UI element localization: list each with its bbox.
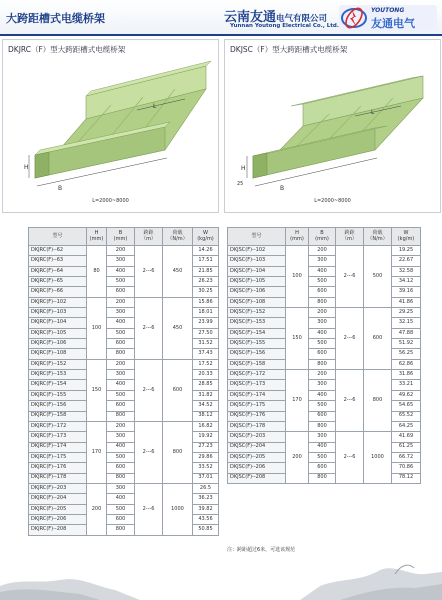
weight-cell: 62.86 [392,359,421,369]
width-cell: 400 [107,266,135,276]
weight-cell: 78.12 [392,473,421,483]
model-cell: DKJRC(F)--66 [29,287,87,297]
width-cell: 400 [107,442,135,452]
dimension-label-25: 25 [237,181,244,187]
height-cell: 200 [286,432,309,484]
weight-cell: 34.52 [193,401,219,411]
width-cell: 200 [309,308,336,318]
weight-cell: 30.25 [193,287,219,297]
weight-cell: 20.33 [193,370,219,380]
model-cell: DKJRC(F)--208 [29,525,87,535]
model-cell: DKJSC(F)--158 [228,359,286,369]
logo-text-en: YOUTONG [371,7,405,14]
width-cell: 800 [309,297,336,307]
model-cell: DKJSC(F)--208 [228,473,286,483]
table-row [228,297,421,307]
width-cell: 600 [107,463,135,473]
span-cell: 2---6 [135,297,163,359]
width-cell: 300 [107,370,135,380]
model-cell: DKJRC(F)--152 [29,359,87,369]
panel-title: DKJRC（F）型大跨距槽式电缆桥架 [8,45,126,54]
weight-cell: 23.99 [193,318,219,328]
table-row [29,421,219,431]
panel-title: DKJSC（F）型大跨距槽式电缆桥架 [230,45,348,54]
width-cell: 200 [309,370,336,380]
table-row [228,287,421,297]
width-cell: 300 [107,256,135,266]
weight-cell: 49.62 [392,390,421,400]
model-cell: DKJRC(F)--65 [29,277,87,287]
table-row [228,339,421,349]
model-cell: DKJSC(F)--174 [228,390,286,400]
model-cell: DKJSC(F)--155 [228,339,286,349]
height-cell: 150 [87,359,107,421]
weight-cell: 21.85 [193,266,219,276]
model-cell: DKJRC(F)--64 [29,266,87,276]
width-cell: 500 [107,452,135,462]
width-cell: 600 [309,463,336,473]
dimension-label-b: B [58,185,63,192]
width-cell: 600 [309,287,336,297]
width-cell: 300 [107,483,135,493]
weight-cell: 65.52 [392,411,421,421]
model-cell: DKJSC(F)--103 [228,256,286,266]
weight-cell: 70.86 [392,463,421,473]
model-cell: DKJRC(F)--175 [29,452,87,462]
height-cell: 100 [87,297,107,359]
width-cell: 800 [107,349,135,359]
width-cell: 500 [309,401,336,411]
table-header-row [29,228,219,246]
model-cell: DKJRC(F)--106 [29,339,87,349]
load-cell: 600 [163,359,193,421]
col-header-load: 荷载 （N/m） [163,228,193,246]
load-cell: 800 [163,421,193,483]
width-cell: 800 [107,473,135,483]
load-cell: 450 [163,297,193,359]
col-header-span: 跨距 （m） [336,228,364,246]
load-cell: 1000 [163,483,193,535]
load-cell: 800 [364,370,392,432]
width-cell: 300 [107,432,135,442]
company-name-suffix: 电气有限公司 [276,14,328,24]
width-cell: 200 [107,359,135,369]
col-header-b: B (mm) [309,228,336,246]
page-header [0,0,442,34]
table-row [228,390,421,400]
table-row [228,452,421,462]
table-row [228,421,421,431]
table-row [29,483,219,493]
load-cell: 600 [364,308,392,370]
weight-cell: 29.86 [193,452,219,462]
model-cell: DKJRC(F)--174 [29,442,87,452]
table-row [228,328,421,338]
weight-cell: 28.85 [193,380,219,390]
model-cell: DKJRC(F)--104 [29,318,87,328]
company-name-en: Yunnan Youtong Electrical Co., Ltd. [230,23,339,29]
width-cell: 300 [107,308,135,318]
model-cell: DKJRC(F)--63 [29,256,87,266]
model-cell: DKJRC(F)--178 [29,473,87,483]
width-cell: 400 [309,266,336,276]
col-header-span: 跨距 （m） [135,228,163,246]
model-cell: DKJRC(F)--156 [29,401,87,411]
height-cell: 80 [87,246,107,298]
weight-cell: 37.01 [193,473,219,483]
col-header-load: 荷载 （N/m） [364,228,392,246]
weight-cell: 33.21 [392,380,421,390]
dimension-label-l: L [153,103,157,110]
logo-emblem-icon [339,5,369,31]
model-cell: DKJRC(F)--158 [29,411,87,421]
model-cell: DKJRC(F)--103 [29,308,87,318]
model-cell: DKJSC(F)--204 [228,442,286,452]
span-cell: 2---6 [135,359,163,421]
table-row [228,473,421,483]
width-cell: 300 [309,380,336,390]
width-cell: 600 [107,287,135,297]
width-cell: 800 [309,359,336,369]
length-note: L=2000~8000 [314,198,351,204]
table-row [228,349,421,359]
table-row [228,256,421,266]
dimension-label-h: H [24,164,29,171]
weight-cell: 61.25 [392,442,421,452]
width-cell: 400 [309,328,336,338]
model-cell: DKJSC(F)--205 [228,452,286,462]
span-cell: 2---6 [336,370,364,432]
model-cell: DKJSC(F)--203 [228,432,286,442]
width-cell: 500 [309,452,336,462]
weight-cell: 41.69 [392,432,421,442]
width-cell: 300 [309,256,336,266]
width-cell: 800 [107,525,135,535]
weight-cell: 34.12 [392,277,421,287]
weight-cell: 19.25 [392,246,421,256]
table-row [228,370,421,380]
weight-cell: 39.16 [392,287,421,297]
weight-cell: 17.52 [193,359,219,369]
model-cell: DKJRC(F)--108 [29,349,87,359]
model-cell: DKJRC(F)--206 [29,514,87,524]
col-header-h: H (mm) [286,228,309,246]
model-cell: DKJRC(F)--154 [29,380,87,390]
weight-cell: 32.58 [392,266,421,276]
weight-cell: 43.56 [193,514,219,524]
weight-cell: 29.25 [392,308,421,318]
width-cell: 500 [309,277,336,287]
model-cell: DKJSC(F)--102 [228,246,286,256]
span-cell: 2---6 [135,483,163,535]
weight-cell: 36.23 [193,494,219,504]
ink-landscape-decoration [0,556,442,600]
width-cell: 400 [107,494,135,504]
width-cell: 300 [309,432,336,442]
model-cell: DKJSC(F)--154 [228,328,286,338]
dimension-label-l: L [371,109,375,116]
span-cell: 2---6 [336,308,364,370]
table-row [29,359,219,369]
table-row [228,318,421,328]
weight-cell: 38.12 [193,411,219,421]
tray-illustration [3,54,218,196]
table-row [228,432,421,442]
header-divider [0,34,442,36]
table-row [228,266,421,276]
model-cell: DKJSC(F)--172 [228,370,286,380]
weight-cell: 16.82 [193,421,219,431]
model-cell: DKJSC(F)--105 [228,277,286,287]
height-cell: 170 [286,370,309,432]
height-cell: 200 [87,483,107,535]
col-header-model: 型号 [29,228,87,246]
load-cell: 450 [163,246,193,298]
table-row [29,297,219,307]
height-cell: 100 [286,246,309,308]
weight-cell: 50.85 [193,525,219,535]
model-cell: DKJRC(F)--204 [29,494,87,504]
table-row [228,277,421,287]
table-row [228,411,421,421]
width-cell: 400 [309,390,336,400]
model-cell: DKJRC(F)--62 [29,246,87,256]
footnote: 注：跨距超过6米，可选该规范 [227,547,296,553]
width-cell: 600 [107,339,135,349]
span-cell: 2---6 [135,421,163,483]
model-cell: DKJSC(F)--104 [228,266,286,276]
table-row [228,380,421,390]
width-cell: 800 [309,421,336,431]
span-cell: 2---6 [135,246,163,298]
col-header-weight: W (kg/m) [392,228,421,246]
width-cell: 400 [309,442,336,452]
model-cell: DKJSC(F)--106 [228,287,286,297]
weight-cell: 31.82 [193,390,219,400]
dimension-label-b: B [280,185,285,192]
drawing-panel-dkjsc [224,39,441,213]
model-cell: DKJRC(F)--105 [29,328,87,338]
width-cell: 200 [107,297,135,307]
weight-cell: 64.25 [392,421,421,431]
weight-cell: 32.15 [392,318,421,328]
model-cell: DKJRC(F)--102 [29,297,87,307]
width-cell: 400 [107,318,135,328]
page-title: 大跨距槽式电缆桥架 [6,12,105,25]
width-cell: 600 [107,514,135,524]
weight-cell: 66.72 [392,452,421,462]
weight-cell: 15.86 [193,297,219,307]
weight-cell: 47.88 [392,328,421,338]
col-header-model: 型号 [228,228,286,246]
width-cell: 800 [107,411,135,421]
model-cell: DKJSC(F)--173 [228,380,286,390]
model-cell: DKJRC(F)--173 [29,432,87,442]
load-cell: 500 [364,246,392,308]
table-row [228,308,421,318]
model-cell: DKJSC(F)--152 [228,308,286,318]
weight-cell: 14.26 [193,246,219,256]
model-cell: DKJRC(F)--203 [29,483,87,493]
load-cell: 1000 [364,432,392,484]
table-row [228,359,421,369]
weight-cell: 31.86 [392,370,421,380]
weight-cell: 54.65 [392,401,421,411]
weight-cell: 33.52 [193,463,219,473]
col-header-h: H (mm) [87,228,107,246]
table-row [228,246,421,256]
logo-text-cn: 友通电气 [371,17,415,30]
model-cell: DKJSC(F)--206 [228,463,286,473]
model-cell: DKJRC(F)--176 [29,463,87,473]
weight-cell: 27.50 [193,328,219,338]
dimension-label-h: H [241,165,246,172]
table-row [228,463,421,473]
col-header-b: B (mm) [107,228,135,246]
span-cell: 2---6 [336,432,364,484]
tray-illustration [225,54,440,196]
weight-cell: 17.51 [193,256,219,266]
spec-table-dkjrc [28,227,219,536]
width-cell: 300 [309,318,336,328]
company-logo [339,5,437,31]
width-cell: 600 [309,411,336,421]
weight-cell: 56.25 [392,349,421,359]
width-cell: 800 [309,473,336,483]
height-cell: 150 [286,308,309,370]
table-row [228,401,421,411]
height-cell: 170 [87,421,107,483]
weight-cell: 37.43 [193,349,219,359]
model-cell: DKJSC(F)--176 [228,411,286,421]
model-cell: DKJRC(F)--205 [29,504,87,514]
weight-cell: 31.52 [193,339,219,349]
spec-table-dkjsc [227,227,421,484]
weight-cell: 18.01 [193,308,219,318]
company-name-main: 云南友通 [224,10,277,25]
model-cell: DKJSC(F)--156 [228,349,286,359]
model-cell: DKJRC(F)--172 [29,421,87,431]
table-row [228,442,421,452]
width-cell: 500 [107,277,135,287]
width-cell: 500 [107,504,135,514]
width-cell: 600 [309,349,336,359]
width-cell: 200 [107,421,135,431]
table-header-row [228,228,421,246]
weight-cell: 26.5 [193,483,219,493]
width-cell: 600 [107,401,135,411]
width-cell: 500 [107,390,135,400]
model-cell: DKJSC(F)--108 [228,297,286,307]
model-cell: DKJSC(F)--178 [228,421,286,431]
width-cell: 200 [309,246,336,256]
weight-cell: 27.23 [193,442,219,452]
model-cell: DKJSC(F)--153 [228,318,286,328]
width-cell: 500 [107,328,135,338]
model-cell: DKJRC(F)--153 [29,370,87,380]
table-row [29,246,219,256]
model-cell: DKJRC(F)--155 [29,390,87,400]
col-header-weight: W (kg/m) [193,228,219,246]
width-cell: 500 [309,339,336,349]
drawing-panel-dkjrc [2,39,219,213]
weight-cell: 22.67 [392,256,421,266]
length-note: L=2000~8000 [92,198,129,204]
weight-cell: 51.92 [392,339,421,349]
weight-cell: 26.23 [193,277,219,287]
weight-cell: 19.92 [193,432,219,442]
weight-cell: 39.82 [193,504,219,514]
width-cell: 400 [107,380,135,390]
width-cell: 200 [107,246,135,256]
model-cell: DKJSC(F)--175 [228,401,286,411]
span-cell: 2---6 [336,246,364,308]
weight-cell: 41.86 [392,297,421,307]
